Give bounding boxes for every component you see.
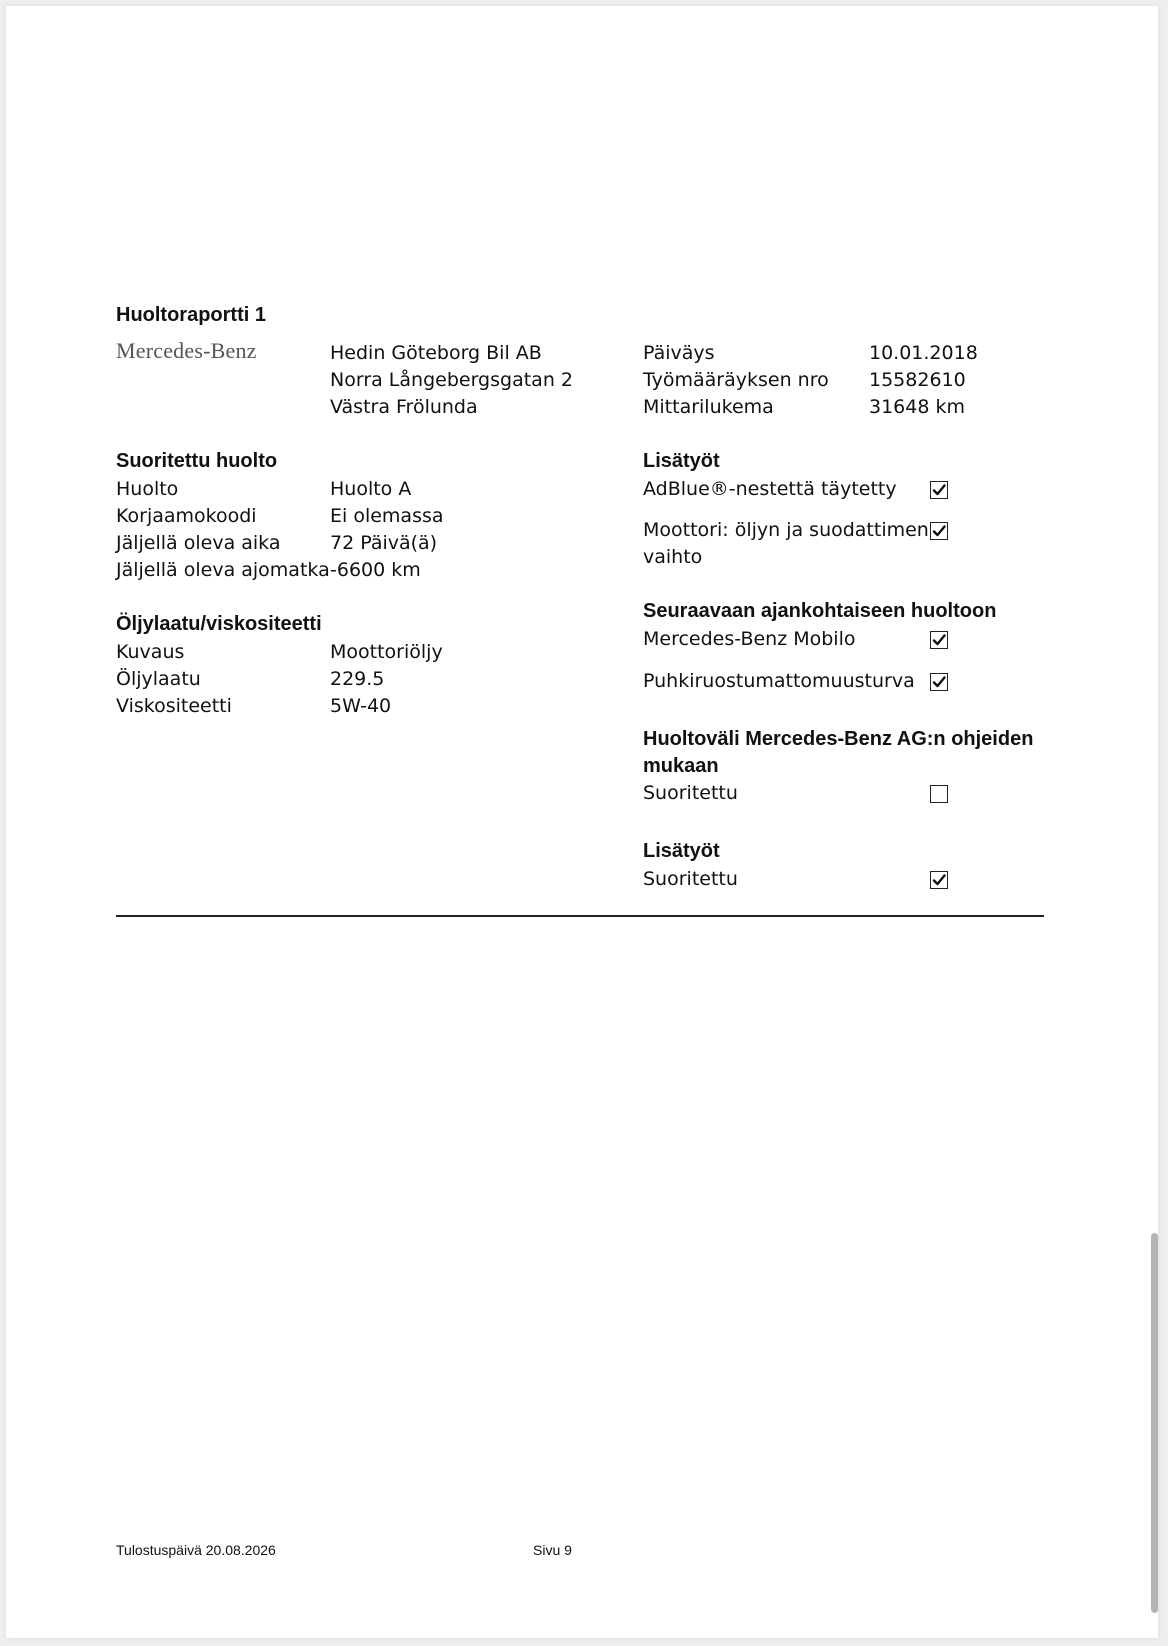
oil-value: Moottoriöljy	[330, 641, 443, 663]
interval-item-label: Suoritettu	[643, 782, 738, 804]
extra-work2-heading: Lisätyöt	[643, 840, 720, 862]
mobilo-checkbox[interactable]	[930, 631, 948, 649]
service-label: Korjaamokoodi	[116, 505, 257, 527]
oil-label: Kuvaus	[116, 641, 185, 663]
service-label: Jäljellä oleva aika	[116, 532, 281, 554]
document-page	[6, 6, 1158, 1638]
meta-label-order: Työmääräyksen nro	[643, 369, 829, 391]
interval-heading: Huoltoväli Mercedes-Benz AG:n ohjeiden	[643, 728, 1034, 750]
oil-label: Öljylaatu	[116, 668, 201, 690]
service-heading: Suoritettu huolto	[116, 450, 278, 472]
meta-label-odometer: Mittarilukema	[643, 396, 774, 418]
oil-value: 5W-40	[330, 695, 392, 717]
service-value: Huolto A	[330, 478, 412, 500]
extra-work-heading: Lisätyöt	[643, 450, 720, 472]
adblue-checkbox[interactable]	[930, 481, 948, 499]
check-icon	[932, 524, 946, 538]
service-value: Ei olemassa	[330, 505, 444, 527]
extra-work-item-label: Moottori: öljyn ja suodattimen	[643, 519, 929, 541]
oil-label: Viskositeetti	[116, 695, 232, 717]
extra-work2-item-label: Suoritettu	[643, 868, 738, 890]
next-service-item-label: Mercedes-Benz Mobilo	[643, 628, 856, 650]
print-date: Tulostuspäivä 20.08.2026	[116, 1542, 276, 1558]
extra-work2-checkbox[interactable]	[930, 871, 948, 889]
dealer-name: Hedin Göteborg Bil AB	[330, 342, 542, 364]
service-value: 72 Päivä(ä)	[330, 532, 438, 554]
next-service-heading: Seuraavaan ajankohtaiseen huoltoon	[643, 600, 997, 622]
dealer-street: Norra Långebergsgatan 2	[330, 369, 573, 391]
scrollbar-thumb[interactable]	[1151, 1233, 1158, 1613]
dealer-city: Västra Frölunda	[330, 396, 478, 418]
meta-value-odometer: 31648 km	[869, 396, 965, 418]
extra-work-item-label: AdBlue®-nestettä täytetty	[643, 478, 897, 500]
meta-value-date: 10.01.2018	[869, 342, 978, 364]
oil-heading: Öljylaatu/viskositeetti	[116, 613, 322, 635]
interval-checkbox[interactable]	[930, 785, 948, 803]
section-divider	[116, 915, 1044, 917]
service-label: Huolto	[116, 478, 179, 500]
oil-value: 229.5	[330, 668, 385, 690]
meta-value-order: 15582610	[869, 369, 966, 391]
service-label: Jäljellä oleva ajomatka	[116, 559, 330, 581]
interval-heading-cont: mukaan	[643, 755, 719, 777]
oil-change-checkbox[interactable]	[930, 522, 948, 540]
page-number: Sivu 9	[533, 1542, 572, 1558]
check-icon	[932, 675, 946, 689]
brand-logo: Mercedes-Benz	[116, 338, 257, 363]
check-icon	[932, 873, 946, 887]
meta-label-date: Päiväys	[643, 342, 715, 364]
extra-work-item-label: vaihto	[643, 546, 703, 568]
next-service-item-label: Puhkiruostumattomuusturva	[643, 670, 915, 692]
service-value: -6600 km	[330, 559, 421, 581]
check-icon	[932, 633, 946, 647]
check-icon	[932, 483, 946, 497]
report-title: Huoltoraportti 1	[116, 304, 266, 326]
rust-warranty-checkbox[interactable]	[930, 673, 948, 691]
